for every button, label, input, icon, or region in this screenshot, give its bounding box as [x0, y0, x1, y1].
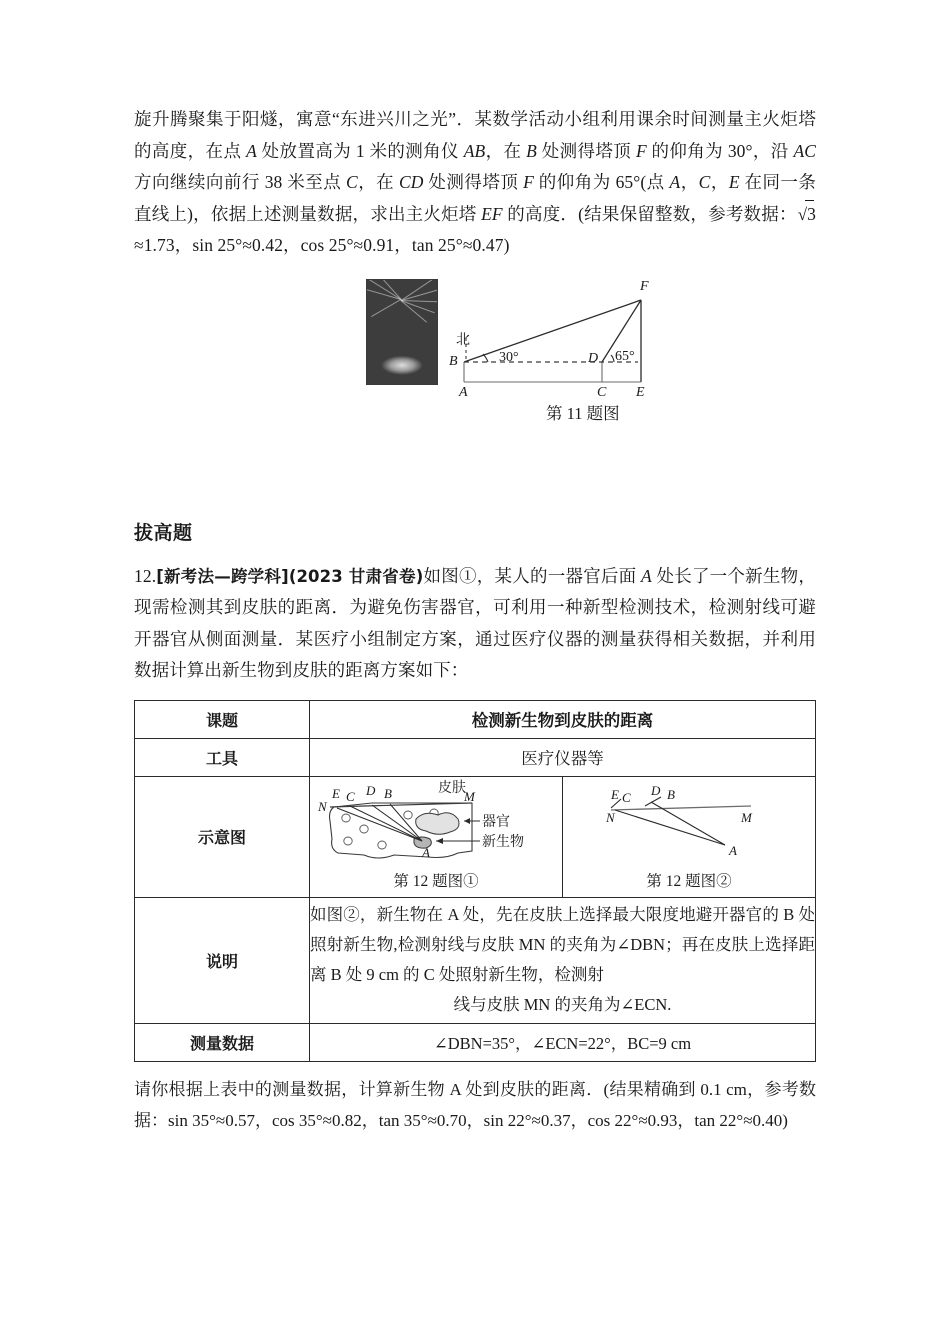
- data-seg-2: =35°，∠: [482, 1034, 546, 1053]
- note-seg-5: ；再在皮肤上选择距离: [310, 935, 816, 984]
- sqrt-3: [797, 199, 816, 231]
- p11-seg-5: 的仰角为 30°，沿: [646, 140, 794, 161]
- p12-seg-1: 如图①，某人的一器官后面: [423, 565, 642, 586]
- ray-C-to-A: [615, 810, 725, 845]
- tail-seg-2: 处到皮肤的距离．(结果精确到 0.1 cm，参考数据：sin 35°≈0.57，cos 35°≈0.82，tan 35°≈0.70，sin 22°≈0.37，cos 22°≈0.93，tan 22°≈0.40): [134, 1079, 817, 1130]
- label-angle-30: 30°: [499, 349, 519, 365]
- label-neoplasm: 新生物: [482, 833, 524, 850]
- p11-var-AB: AB: [463, 140, 486, 161]
- label-N: N: [606, 809, 615, 825]
- data-seg-1: ∠: [433, 1034, 448, 1053]
- label-A: A: [729, 842, 737, 858]
- p11-seg-4: 处测得塔顶: [536, 140, 636, 161]
- label-A: A: [459, 384, 468, 397]
- p11-var-A1: A: [246, 140, 257, 161]
- label-skin: 皮肤: [438, 779, 466, 796]
- label-E: E: [636, 384, 645, 397]
- note-seg-1: 如图②，新生物在: [310, 905, 448, 924]
- angle-arc-B: [483, 354, 488, 362]
- cell-figure-1: [310, 776, 563, 897]
- label-C: C: [597, 384, 607, 397]
- p11-var-CD: CD: [399, 172, 424, 192]
- p11-seg-14: ≈1.73，sin 25°≈0.42，cos 25°≈0.91，tan 25°≈0.47): [134, 235, 510, 255]
- p12-source: (2023 甘肃省卷): [288, 566, 424, 586]
- label-A: A: [422, 844, 430, 860]
- note-var-ECN: ECN: [634, 995, 668, 1014]
- p11-seg-7: ，在: [357, 172, 400, 192]
- figure-12-1-diagram: [312, 777, 560, 873]
- cell-dot: [360, 825, 368, 833]
- tail-var-A: A: [449, 1079, 461, 1099]
- note-seg-7: 处照射新生物，检测射: [434, 965, 604, 984]
- torch-tower-photo: [366, 279, 438, 385]
- ray-extension-D: [645, 797, 661, 806]
- note-var-A: A: [447, 905, 459, 924]
- note-var-MN1: MN: [518, 935, 546, 954]
- p12-number: 12.: [134, 565, 157, 586]
- figure-11-caption: 第 11 题图: [546, 403, 620, 423]
- problem-11-text: [134, 104, 816, 262]
- cell-dot: [342, 814, 350, 822]
- p11-seg-13: 的高度．(结果保留整数，参考数据：: [502, 203, 797, 224]
- data-seg-4: =9 cm: [649, 1034, 692, 1053]
- figure-12-2-caption: 第 12 题图②: [646, 872, 732, 890]
- note-seg-2: 处，先在皮肤上选择最大限度地避开器官的: [458, 905, 784, 924]
- figure-2-box: [563, 777, 815, 897]
- note-last-line: [310, 990, 815, 1020]
- torch-tower-geometry-diagram: [442, 272, 682, 397]
- label-B: B: [667, 786, 675, 802]
- cell-dot: [344, 837, 352, 845]
- angle-arc-D: [611, 355, 614, 362]
- label-organ: 器官: [482, 813, 510, 830]
- table-row-note: [135, 897, 816, 1023]
- p12-seg-2: 处长了一个新生物，现需检测其到皮肤的距离．为避免伤害器官，可利用一种新型检测技术，检测射线可避开器官从侧面测量．某医疗小组制定方案，通过医疗仪器的测量获得相关数据，并利用数据计算出新生物到皮肤的距离方案如下：: [134, 565, 816, 680]
- label-M: M: [741, 809, 752, 825]
- p11-seg-11: ，: [710, 172, 729, 192]
- label-north: 北: [456, 331, 470, 348]
- figure-11: [134, 272, 816, 432]
- note-var-C1: C: [423, 965, 435, 984]
- label-D: D: [588, 350, 599, 366]
- table-row-data: [135, 1023, 816, 1061]
- note-seg-9: 的夹角为∠: [550, 995, 635, 1014]
- note-var-B2: B: [330, 965, 342, 984]
- cell-note-label: 说明: [135, 897, 310, 1023]
- cell-figure-2: [563, 776, 816, 897]
- label-M: M: [464, 788, 475, 804]
- cell-tool-value: 医疗仪器等: [310, 738, 816, 776]
- p11-seg-6: 方向继续向前行 38 米至点: [134, 172, 347, 192]
- label-E: E: [332, 785, 340, 801]
- cell-dot: [378, 841, 386, 849]
- figure-1-box: [310, 777, 562, 897]
- radicand: 3: [807, 203, 816, 224]
- note-seg-6: 处 9 cm 的: [341, 965, 424, 984]
- radical-sign: √: [797, 204, 808, 224]
- table-row-tool: [135, 738, 816, 776]
- p12-var-A: A: [641, 565, 652, 586]
- problem-12-tail-text: [134, 1074, 816, 1136]
- note-seg-3: 处照射新生物,检测射线与皮肤: [310, 905, 816, 954]
- p12-tag: [新考法—跨学科]: [156, 566, 289, 586]
- label-F: F: [640, 278, 649, 294]
- label-C: C: [622, 789, 631, 805]
- p11-var-E1: E: [728, 172, 740, 192]
- cell-data-label: 测量数据: [135, 1023, 310, 1061]
- cell-tool-label: 工具: [135, 738, 310, 776]
- note-seg-8: 线与皮肤: [453, 995, 524, 1014]
- radical-bar: [805, 200, 814, 201]
- section-heading-advanced: 拔高题: [134, 521, 193, 544]
- label-B: B: [449, 353, 458, 369]
- note-seg-10: .: [667, 995, 672, 1014]
- cell-dot: [404, 811, 412, 819]
- label-angle-65: 65°: [615, 348, 635, 364]
- p11-var-F1: F: [635, 140, 647, 161]
- label-D: D: [366, 782, 376, 798]
- cell-topic-value: 检测新生物到皮肤的距离: [310, 700, 816, 738]
- skin-line-MN: [611, 806, 751, 810]
- note-seg-4: 的夹角为∠: [545, 935, 631, 954]
- p11-seg-12: 在同一条直线上)，依据上述测量数据，求出主火炬塔: [134, 172, 816, 224]
- p11-seg-2: 处放置高为 1 米的测角仪: [256, 140, 464, 161]
- note-var-DBN: DBN: [630, 935, 666, 954]
- p11-seg-10: ，: [680, 172, 699, 192]
- p11-var-EF: EF: [481, 203, 503, 224]
- p11-var-C1: C: [346, 172, 358, 192]
- figure-11-inner: [366, 272, 666, 423]
- label-E: E: [611, 786, 619, 802]
- cell-diagram-label: 示意图: [135, 776, 310, 897]
- tail-seg-1: 请你根据上表中的测量数据，计算新生物: [134, 1079, 450, 1099]
- figure-12-1-caption: 第 12 题图①: [393, 872, 479, 890]
- p11-var-AC: AC: [793, 140, 817, 161]
- cell-topic-label: 课题: [135, 700, 310, 738]
- table-row-topic: [135, 700, 816, 738]
- cell-note-value: [310, 897, 816, 1023]
- p11-seg-8: 处测得塔顶: [423, 172, 524, 192]
- figure-12-2-diagram: [589, 777, 789, 873]
- label-D: D: [651, 782, 661, 798]
- cell-data-value: [310, 1023, 816, 1061]
- p11-seg-1: 旋升腾聚集于阳燧，寓意“东进兴川之光”．某数学活动小组利用课余时间测量主火炬塔的高度，在点: [134, 109, 816, 161]
- scheme-table: [134, 700, 816, 1062]
- p11-var-F2: F: [523, 172, 534, 192]
- table-row-diagram: [135, 776, 816, 897]
- data-var-DBN: DBN: [447, 1034, 483, 1053]
- data-var-BC: BC: [627, 1034, 650, 1053]
- p11-var-C2: C: [698, 172, 711, 192]
- p11-var-A2: A: [669, 172, 681, 192]
- label-C: C: [346, 788, 355, 804]
- note-var-B1: B: [783, 905, 795, 924]
- p11-var-B1: B: [526, 140, 537, 161]
- data-var-ECN: ECN: [545, 1034, 579, 1053]
- p11-seg-9: 的仰角为 65°(点: [533, 172, 670, 192]
- note-var-MN2: MN: [523, 995, 551, 1014]
- p11-seg-3: ，在: [485, 140, 527, 161]
- problem-12-text: [134, 561, 816, 687]
- page-content: [134, 104, 816, 1136]
- label-B: B: [384, 785, 392, 801]
- data-seg-3: =22°，: [578, 1034, 628, 1053]
- label-N: N: [318, 798, 327, 814]
